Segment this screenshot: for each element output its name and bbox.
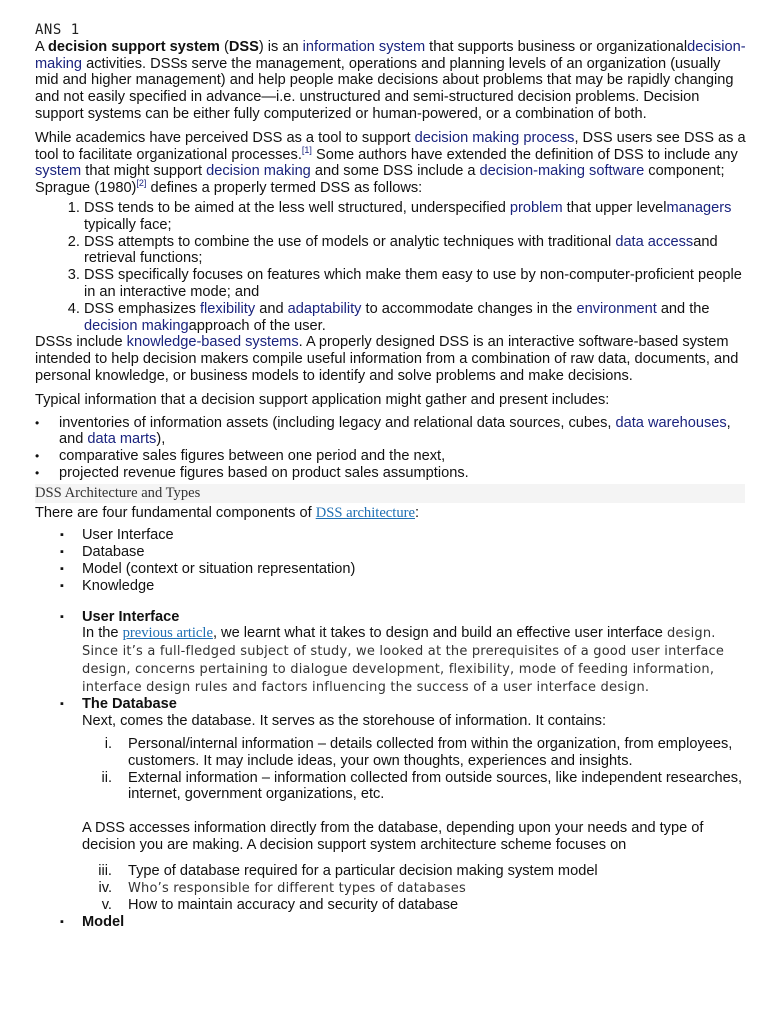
list-item: [84, 301, 747, 335]
list-item: [59, 415, 747, 449]
bold-term: DSS: [228, 38, 259, 55]
text: that upper level: [562, 199, 667, 216]
typical-info-paragraph: Typical information that a decision support application might gather and present includes:: [35, 391, 610, 408]
list-number: ii.: [101, 769, 112, 786]
list-item: [101, 897, 747, 914]
link-decision-making-software[interactable]: decision-making software: [479, 163, 645, 180]
link-flexibility[interactable]: flexibility: [200, 300, 256, 317]
link-previous-article[interactable]: previous article: [122, 625, 213, 642]
text: External information – information collected from outside sources, like independent researches, internet, government organizations, etc.: [128, 769, 743, 803]
model-section: [82, 914, 747, 931]
text: and the: [656, 300, 710, 317]
section-title: ▪ The Database: [82, 696, 177, 713]
list-item: ▪ Knowledge: [82, 578, 747, 595]
text: and retrieval functions;: [84, 233, 718, 267]
text: A: [35, 38, 48, 55]
section-body: Next, comes the database. It serves as the storehouse of information. It contains:: [82, 713, 607, 730]
list-item: ▪ Model (context or situation representation): [82, 561, 747, 578]
text: ),: [156, 431, 166, 448]
database-focus-list: [82, 863, 747, 914]
link-knowledge-based-systems[interactable]: knowledge-based systems: [126, 334, 299, 351]
list-item: [84, 200, 747, 234]
text: DSS tends to be aimed at the less well structured, underspecified: [84, 199, 510, 216]
text: to accommodate changes in the: [361, 300, 577, 317]
document-page: [35, 22, 747, 931]
answer-label: ANS 1: [35, 22, 80, 38]
text: While academics have perceived DSS as a tool to support: [35, 129, 415, 146]
database-contents-list: [82, 736, 747, 803]
list-item: ▪ Database: [82, 544, 747, 561]
text: and some DSS include a: [310, 163, 480, 180]
text: There are four fundamental components of: [35, 504, 316, 521]
list-item: [59, 448, 747, 465]
text: Some authors have extended the definition of DSS to include any: [311, 146, 738, 163]
text: DSS emphasizes: [84, 300, 200, 317]
text: activities. DSSs serve the management, operations and planning levels of an organization (usually mid and higher management) and help people make decisions about problems that may be rapidly changing and not easily specified in advance—i.e. unstructured and semi-structured decision problems. Decision support systems can be either fully computerized or human-powered, or a combination of both.: [35, 55, 734, 122]
dss-perception-paragraph: [35, 130, 747, 197]
dss-definition-paragraph: [35, 39, 747, 123]
list-item: [104, 736, 747, 770]
link-data-access[interactable]: data access: [615, 233, 694, 250]
text: Type of database required for a particular decision making system model: [128, 862, 598, 879]
reference-1[interactable]: [1]: [301, 144, 312, 155]
text: defines a properly termed DSS as follows:: [146, 180, 423, 197]
database-paragraph: A DSS accesses information directly from the database, depending upon your needs and type of decision you are making. A decision support system architecture scheme focuses on: [82, 820, 704, 854]
text: that supports business or organizational: [425, 38, 688, 55]
link-managers[interactable]: managers: [666, 199, 732, 216]
list-item: [98, 862, 747, 880]
text: comparative sales figures between one period and the next,: [59, 448, 446, 465]
list-number: i.: [104, 736, 112, 753]
link-data-warehouses[interactable]: data warehouses: [615, 414, 727, 431]
link-decision-making[interactable]: decision-making: [35, 38, 746, 72]
text: (: [219, 38, 229, 55]
user-interface-section: [82, 609, 747, 697]
text: , and: [59, 414, 731, 448]
components-list: [35, 527, 747, 594]
section-title: ▪ Model: [82, 914, 125, 931]
dss-knowledge-paragraph: [35, 334, 747, 384]
text: , DSS users see DSS as a tool to facilitate organizational processes.: [35, 129, 746, 163]
list-number: iii.: [98, 862, 112, 879]
list-number: iv.: [98, 879, 112, 896]
text: DSS specifically focuses on features which make them easy to use by non-computer-proficient people in an interactive mode; and: [84, 267, 742, 300]
components-intro: [35, 505, 747, 522]
text: component; Sprague (1980): [35, 163, 725, 197]
list-item: [101, 769, 747, 804]
link-system[interactable]: system: [35, 163, 82, 180]
link-data-marts[interactable]: data marts: [87, 431, 157, 448]
list-item: [84, 234, 747, 268]
text: . A properly designed DSS is an interactive software-based system intended to help decision makers compile useful information from a combination of raw data, documents, and personal knowledge, or business models to identify and solve problems and make decisions.: [35, 334, 739, 384]
link-environment[interactable]: environment: [576, 300, 657, 317]
text: inventories of information assets (including legacy and relational data sources, cubes,: [59, 414, 616, 431]
text: How to maintain accuracy and security of database: [128, 897, 459, 914]
text: Personal/internal information – details collected from within the organization, from employees, customers. It may include ideas, your own thoughts, experiences and insights.: [128, 736, 733, 769]
text: DSSs include: [35, 334, 127, 351]
text: that might support: [81, 163, 207, 180]
link-adaptability[interactable]: adaptability: [287, 300, 362, 317]
reference-2[interactable]: [2]: [136, 178, 147, 189]
text: , we learnt what it takes to design and build an effective user interface: [212, 625, 667, 642]
link-decision-making-process[interactable]: decision making process: [414, 129, 575, 146]
list-number: v.: [101, 897, 112, 914]
list-item: [98, 879, 747, 898]
text: In the: [82, 625, 123, 642]
text: typically face;: [84, 216, 172, 233]
list-item: [59, 465, 747, 482]
link-dss-architecture[interactable]: DSS architecture: [315, 504, 415, 521]
list-item: [84, 267, 747, 301]
link-problem[interactable]: problem: [509, 199, 563, 216]
section-heading: DSS Architecture and Types: [35, 484, 745, 503]
text: approach of the user.: [188, 317, 326, 334]
text: ) is an: [258, 38, 303, 55]
link-information-system[interactable]: information system: [302, 38, 426, 55]
bold-term: decision support system: [47, 38, 220, 55]
list-item: ▪ User Interface: [82, 527, 747, 544]
component-details-list: [35, 609, 747, 932]
sprague-definition-list: [35, 200, 747, 334]
text: and: [255, 300, 288, 317]
text: design. Since it’s a full-fledged subject of study, we looked at the prerequisites of a good user interface design, concerns pertaining to dialogue development, flexibility, mode of feeding information, interface design rules and factors influencing the success of a user interface design.: [82, 626, 725, 695]
text: projected revenue figures based on product sales assumptions.: [59, 464, 469, 481]
text: :: [414, 504, 420, 521]
link-decision-making[interactable]: decision making: [206, 163, 311, 180]
section-body: [82, 625, 747, 696]
link-decision-making[interactable]: decision making: [84, 317, 189, 334]
database-section: [82, 696, 747, 914]
section-title: ▪ User Interface: [82, 608, 180, 625]
text: Who’s responsible for different types of databases: [128, 880, 466, 896]
text: DSS attempts to combine the use of models or analytic techniques with traditional: [84, 233, 616, 250]
typical-info-list: [35, 415, 747, 482]
